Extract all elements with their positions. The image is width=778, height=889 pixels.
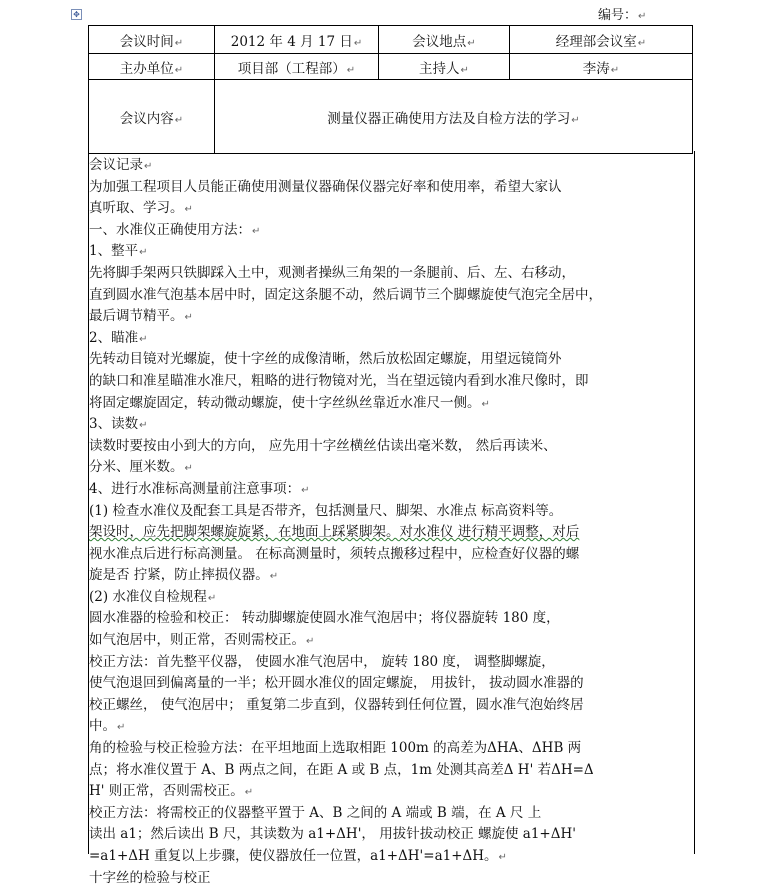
record-line: 角的检验与校正检验方法：在平坦地面上选取相距 100m 的高差为ΔHA、ΔHB 两 — [89, 740, 582, 757]
record-line: 旋是否 拧紧，防止摔损仪器。↵ — [89, 567, 279, 584]
record-line: =a1+ΔH 重复以上步骤，使仪器放任一位置，a1+ΔH'=a1+ΔH。↵ — [89, 848, 507, 864]
record-line: 会议记录↵ — [89, 157, 153, 173]
record-line: 读出 a1；然后读出 B 尺，其读数为 a1+ΔH'， 用拔针拔动校正 螺旋使 a1+ΔH' — [89, 826, 576, 843]
host-unit-value: 项目部（工程部）↵ — [215, 54, 379, 80]
record-line: 十字丝的检验与校正 — [89, 869, 211, 886]
record-line: 架设时，应先把脚架螺旋旋紧，在地面上踩紧脚架。对水准仪 进行精平调整，对后 — [89, 524, 580, 541]
document-number: 编号：↵ — [598, 8, 647, 23]
record-line: 为加强工程项目人员能正确使用测量仪器确保仪器完好率和使用率，希望大家认 — [89, 178, 562, 195]
record-line: 分米、厘米数。↵ — [89, 459, 193, 476]
meeting-time-value: 2012 年 4 月 17 日↵ — [215, 26, 379, 54]
record-line: 校正螺丝， 使气泡居中； 重复第二步直到，仪器转到任何位置，圆水准气泡始终居 — [89, 696, 584, 713]
record-line: 真听取、学习。↵ — [89, 200, 193, 217]
record-line: 4、进行水准标高测量前注意事项：↵ — [89, 480, 310, 497]
record-line: 校正方法：将需校正的仪器整平置于 A、B 之间的 A 端或 B 端，在 A 尺 上 — [89, 804, 542, 821]
meeting-record — [88, 151, 695, 886]
record-line: 2、瞄准↵ — [89, 329, 148, 346]
record-line: 校正方法：首先整平仪器， 使圆水准气泡居中， 旋转 180 度， 调整脚螺旋， — [89, 653, 555, 670]
meeting-content-value: 测量仪器正确使用方法及自检方法的学习↵ — [215, 80, 693, 154]
meeting-place-label: 会议地点↵ — [379, 26, 510, 54]
host-unit-label: 主办单位↵ — [89, 54, 215, 80]
host-label: 主持人↵ — [379, 54, 510, 80]
record-line: 圆水准器的检验和校正： 转动脚螺旋使圆水准气泡居中；将仪器旋转 180 度， — [89, 610, 560, 627]
record-line: 先转动目镜对光螺旋，使十字丝的成像清晰，然后放松固定螺旋，用望远镜筒外 — [89, 351, 562, 368]
record-line: 将固定螺旋固定，转动微动螺旋，使十字丝纵丝靠近水准尺一侧。↵ — [89, 394, 490, 411]
record-line: 读数时要按由小到大的方向， 应先用十字丝横丝估读出毫米数， 然后再读米、 — [89, 437, 557, 454]
meeting-place-value: 经理部会议室↵ — [510, 26, 693, 54]
record-line: (2) 水准仪自检规程↵ — [89, 588, 217, 605]
record-line: 视水准点后进行标高测量。 在标高测量时，须转点搬移过程中，应检查好仪器的螺 — [89, 545, 580, 562]
record-line: 1、整平↵ — [89, 243, 148, 260]
record-line: 一、水准仪正确使用方法：↵ — [89, 221, 261, 238]
record-line: 中。↵ — [89, 718, 126, 735]
record-line: 使气泡退回到偏离量的一半；松开圆水准仪的固定螺旋， 用拔针， 拔动圆水准器的 — [89, 675, 584, 692]
record-line: H' 则正常，否则需校正。↵ — [89, 783, 254, 800]
record-line: 最后调节精平。↵ — [89, 308, 193, 325]
table-move-handle-icon[interactable]: ✥ — [71, 9, 82, 20]
host-value: 李涛↵ — [510, 54, 693, 80]
record-line: 点；将水准仪置于 A、B 两点之间，在距 A 或 B 点，1m 处测其高差Δ H' 若ΔH=Δ — [89, 761, 594, 778]
record-line: (1) 检查水准仪及配套工具是否带齐，包括测量尺、脚架、水准点 标高资料等。 — [89, 502, 563, 519]
meeting-info-table — [88, 25, 693, 154]
meeting-content-label: 会议内容↵ — [89, 80, 215, 154]
record-line: 3、读数↵ — [89, 416, 148, 433]
record-line: 的缺口和准星瞄准水准尺，粗略的进行物镜对光，当在望远镜内看到水准尺像时，即 — [89, 372, 589, 389]
record-line: 直到圆水准气泡基本居中时，固定这条腿不动，然后调节三个脚螺旋使气泡完全居中， — [89, 286, 602, 303]
record-line: 如气泡居中，则正常，否则需校正。↵ — [89, 632, 315, 649]
meeting-time-label: 会议时间↵ — [89, 26, 215, 54]
record-line: 先将脚手架两只铁脚踩入土中，观测者操纵三角架的一条腿前、后、左、右移动， — [89, 264, 575, 281]
